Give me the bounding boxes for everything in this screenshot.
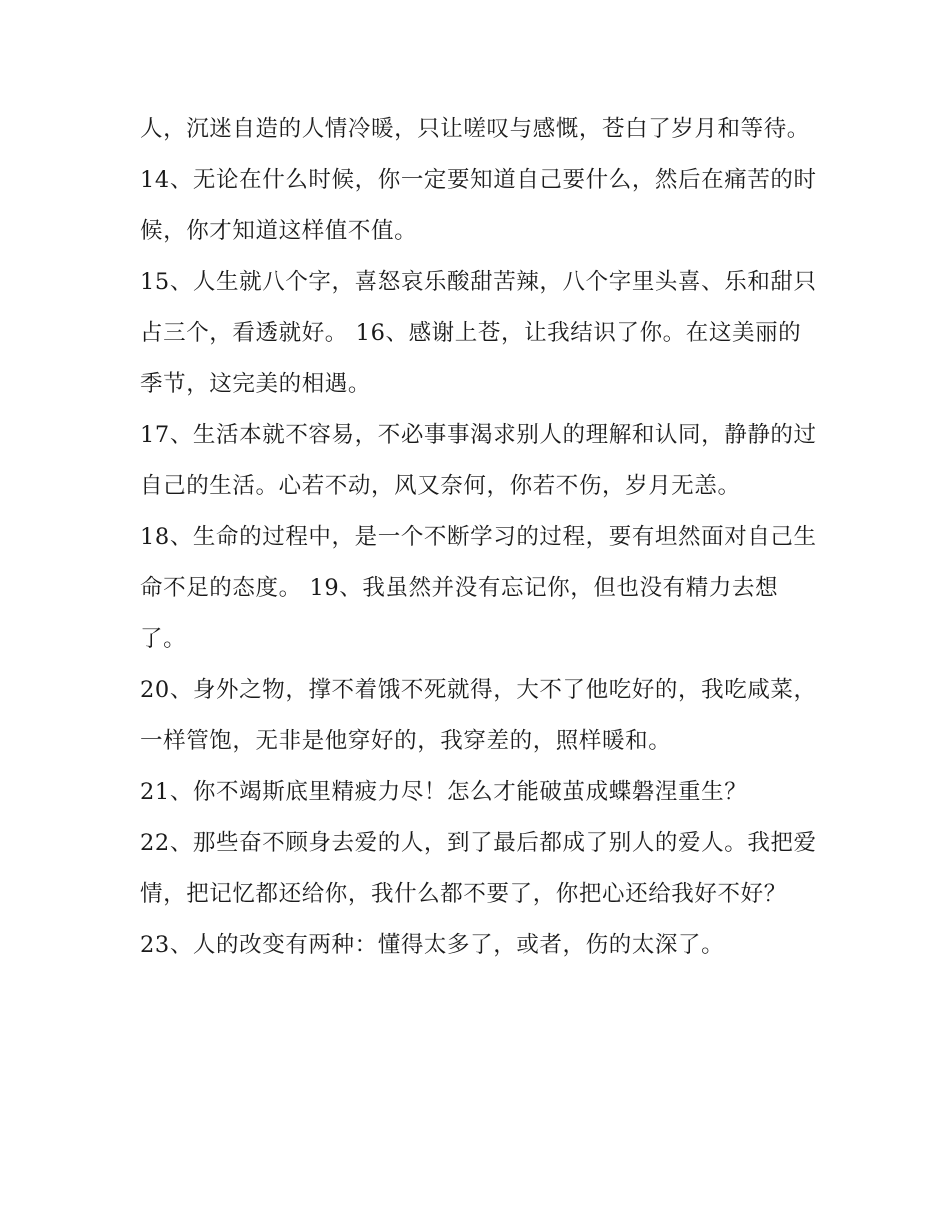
document-body — [140, 104, 820, 971]
paragraph-14: 14、无论在什么时候，你一定要知道自己要什么，然后在痛苦的时候，你才知道这样值不值。 — [140, 167, 817, 244]
paragraph-22: 22、那些奋不顾身去爱的人，到了最后都成了别人的爱人。我把爱情，把记忆都还给你，我什么都不要了，你把心还给我好不好？ — [140, 830, 817, 907]
paragraph-18-19: 18、生命的过程中，是一个不断学习的过程，要有坦然面对自己生命不足的态度。 19、我虽然并没有忘记你，但也没有精力去想了。 — [140, 524, 817, 652]
paragraph-23: 23、人的改变有两种：懂得太多了，或者，伤的太深了。 — [140, 932, 725, 958]
paragraph-21: 21、你不竭斯底里精疲力尽！怎么才能破茧成蝶磐涅重生？ — [140, 779, 748, 805]
paragraph-20: 20、身外之物，撑不着饿不死就得，大不了他吃好的，我吃咸菜，一样管饱，无非是他穿好的，我穿差的，照样暖和。 — [140, 677, 817, 754]
paragraph-continuation: 人，沉迷自造的人情冷暖，只让嗟叹与感慨，苍白了岁月和等待。 — [140, 116, 810, 142]
paragraph-15-16: 15、人生就八个字，喜怒哀乐酸甜苦辣，八个字里头喜、乐和甜只占三个，看透就好。 16、感谢上苍，让我结识了你。在这美丽的季节，这完美的相遇。 — [140, 269, 817, 397]
paragraph-17: 17、生活本就不容易，不必事事渴求别人的理解和认同，静静的过自己的生活。心若不动，风又奈何，你若不伤，岁月无恙。 — [140, 422, 817, 499]
